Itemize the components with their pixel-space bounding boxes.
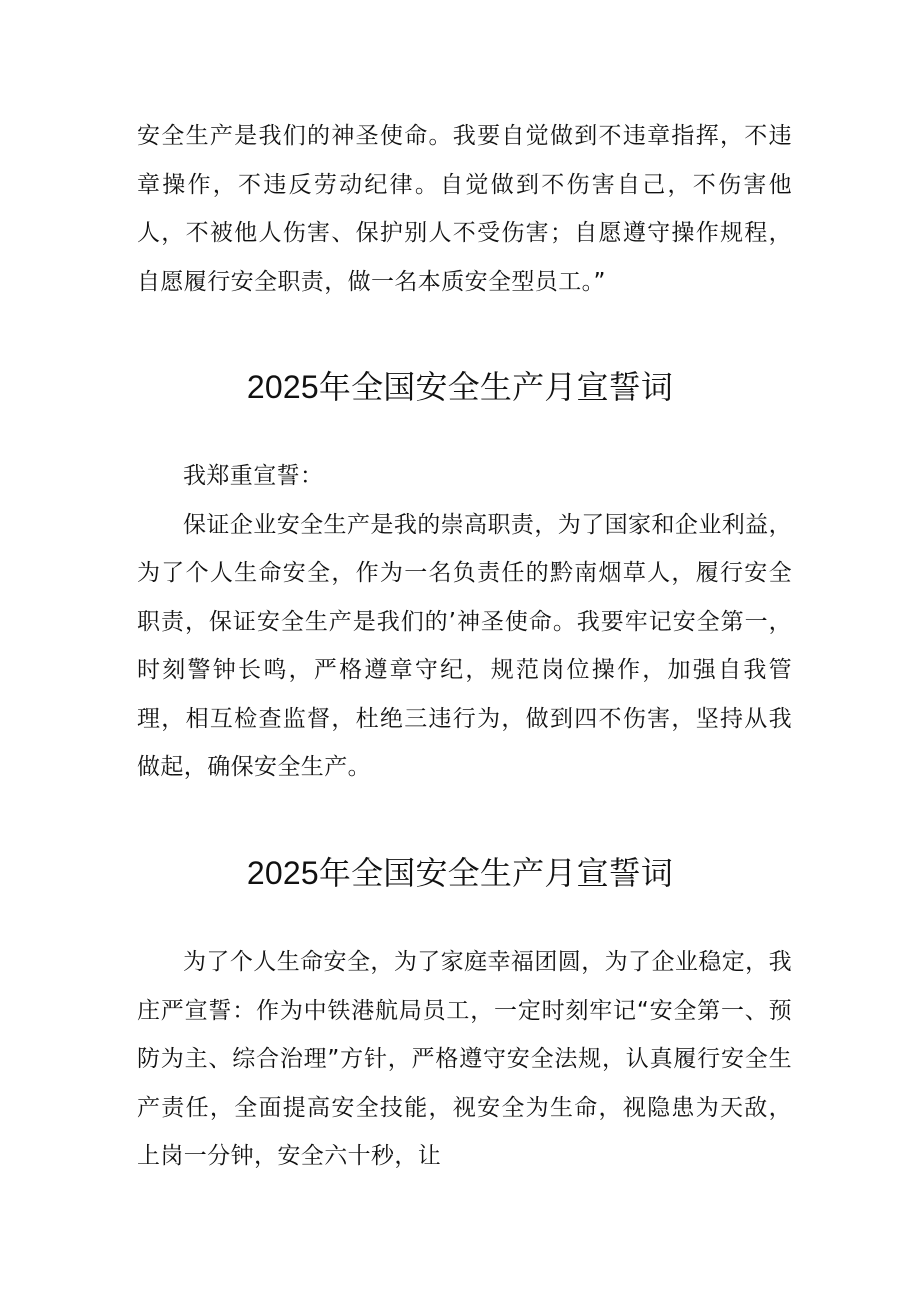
- section-2-paragraph: 保证企业安全生产是我的崇高职责，为了国家和企业利益，为了个人生命安全，作为一名负责任的黔南烟草人，履行安全职责，保证安全生产是我们的’神圣使命。我要牢记安全第一，时刻警钟长鸣，严格遵章守纪，规范岗位操作，加强自我管理，相互检查监督，杜绝三违行为，做到四不伤害，坚持从我做起，确保安全生产。: [137, 511, 792, 780]
- top-paragraph: 安全生产是我们的神圣使命。我要自觉做到不违章指挥，不违章操作，不违反劳动纪律。自觉做到不伤害自己，不伤害他人，不被他人伤害、保护别人不受伤害；自愿遵守操作规程，自愿履行安全职责，做一名本质安全型员工。”: [137, 123, 792, 295]
- section-3-title: 2025年全国安全生产月宣誓词: [246, 855, 674, 891]
- section-2-opening: 我郑重宣誓：: [183, 463, 324, 489]
- section-2-title: 2025年全国安全生产月宣誓词: [246, 369, 674, 405]
- section-3-paragraph: 为了个人生命安全，为了家庭幸福团圆，为了企业稳定，我庄严宣誓：作为中铁港航局员工，一定时刻牢记“安全第一、预防为主、综合治理”方针，严格遵守安全法规，认真履行安全生产责任，全面提高安全技能，视安全为生命，视隐患为天敌，上岗一分钟，安全六十秒，让: [137, 949, 792, 1169]
- section-2-body: [137, 452, 792, 792]
- top-paragraph-block: [137, 112, 792, 306]
- section-3-body: [137, 938, 792, 1181]
